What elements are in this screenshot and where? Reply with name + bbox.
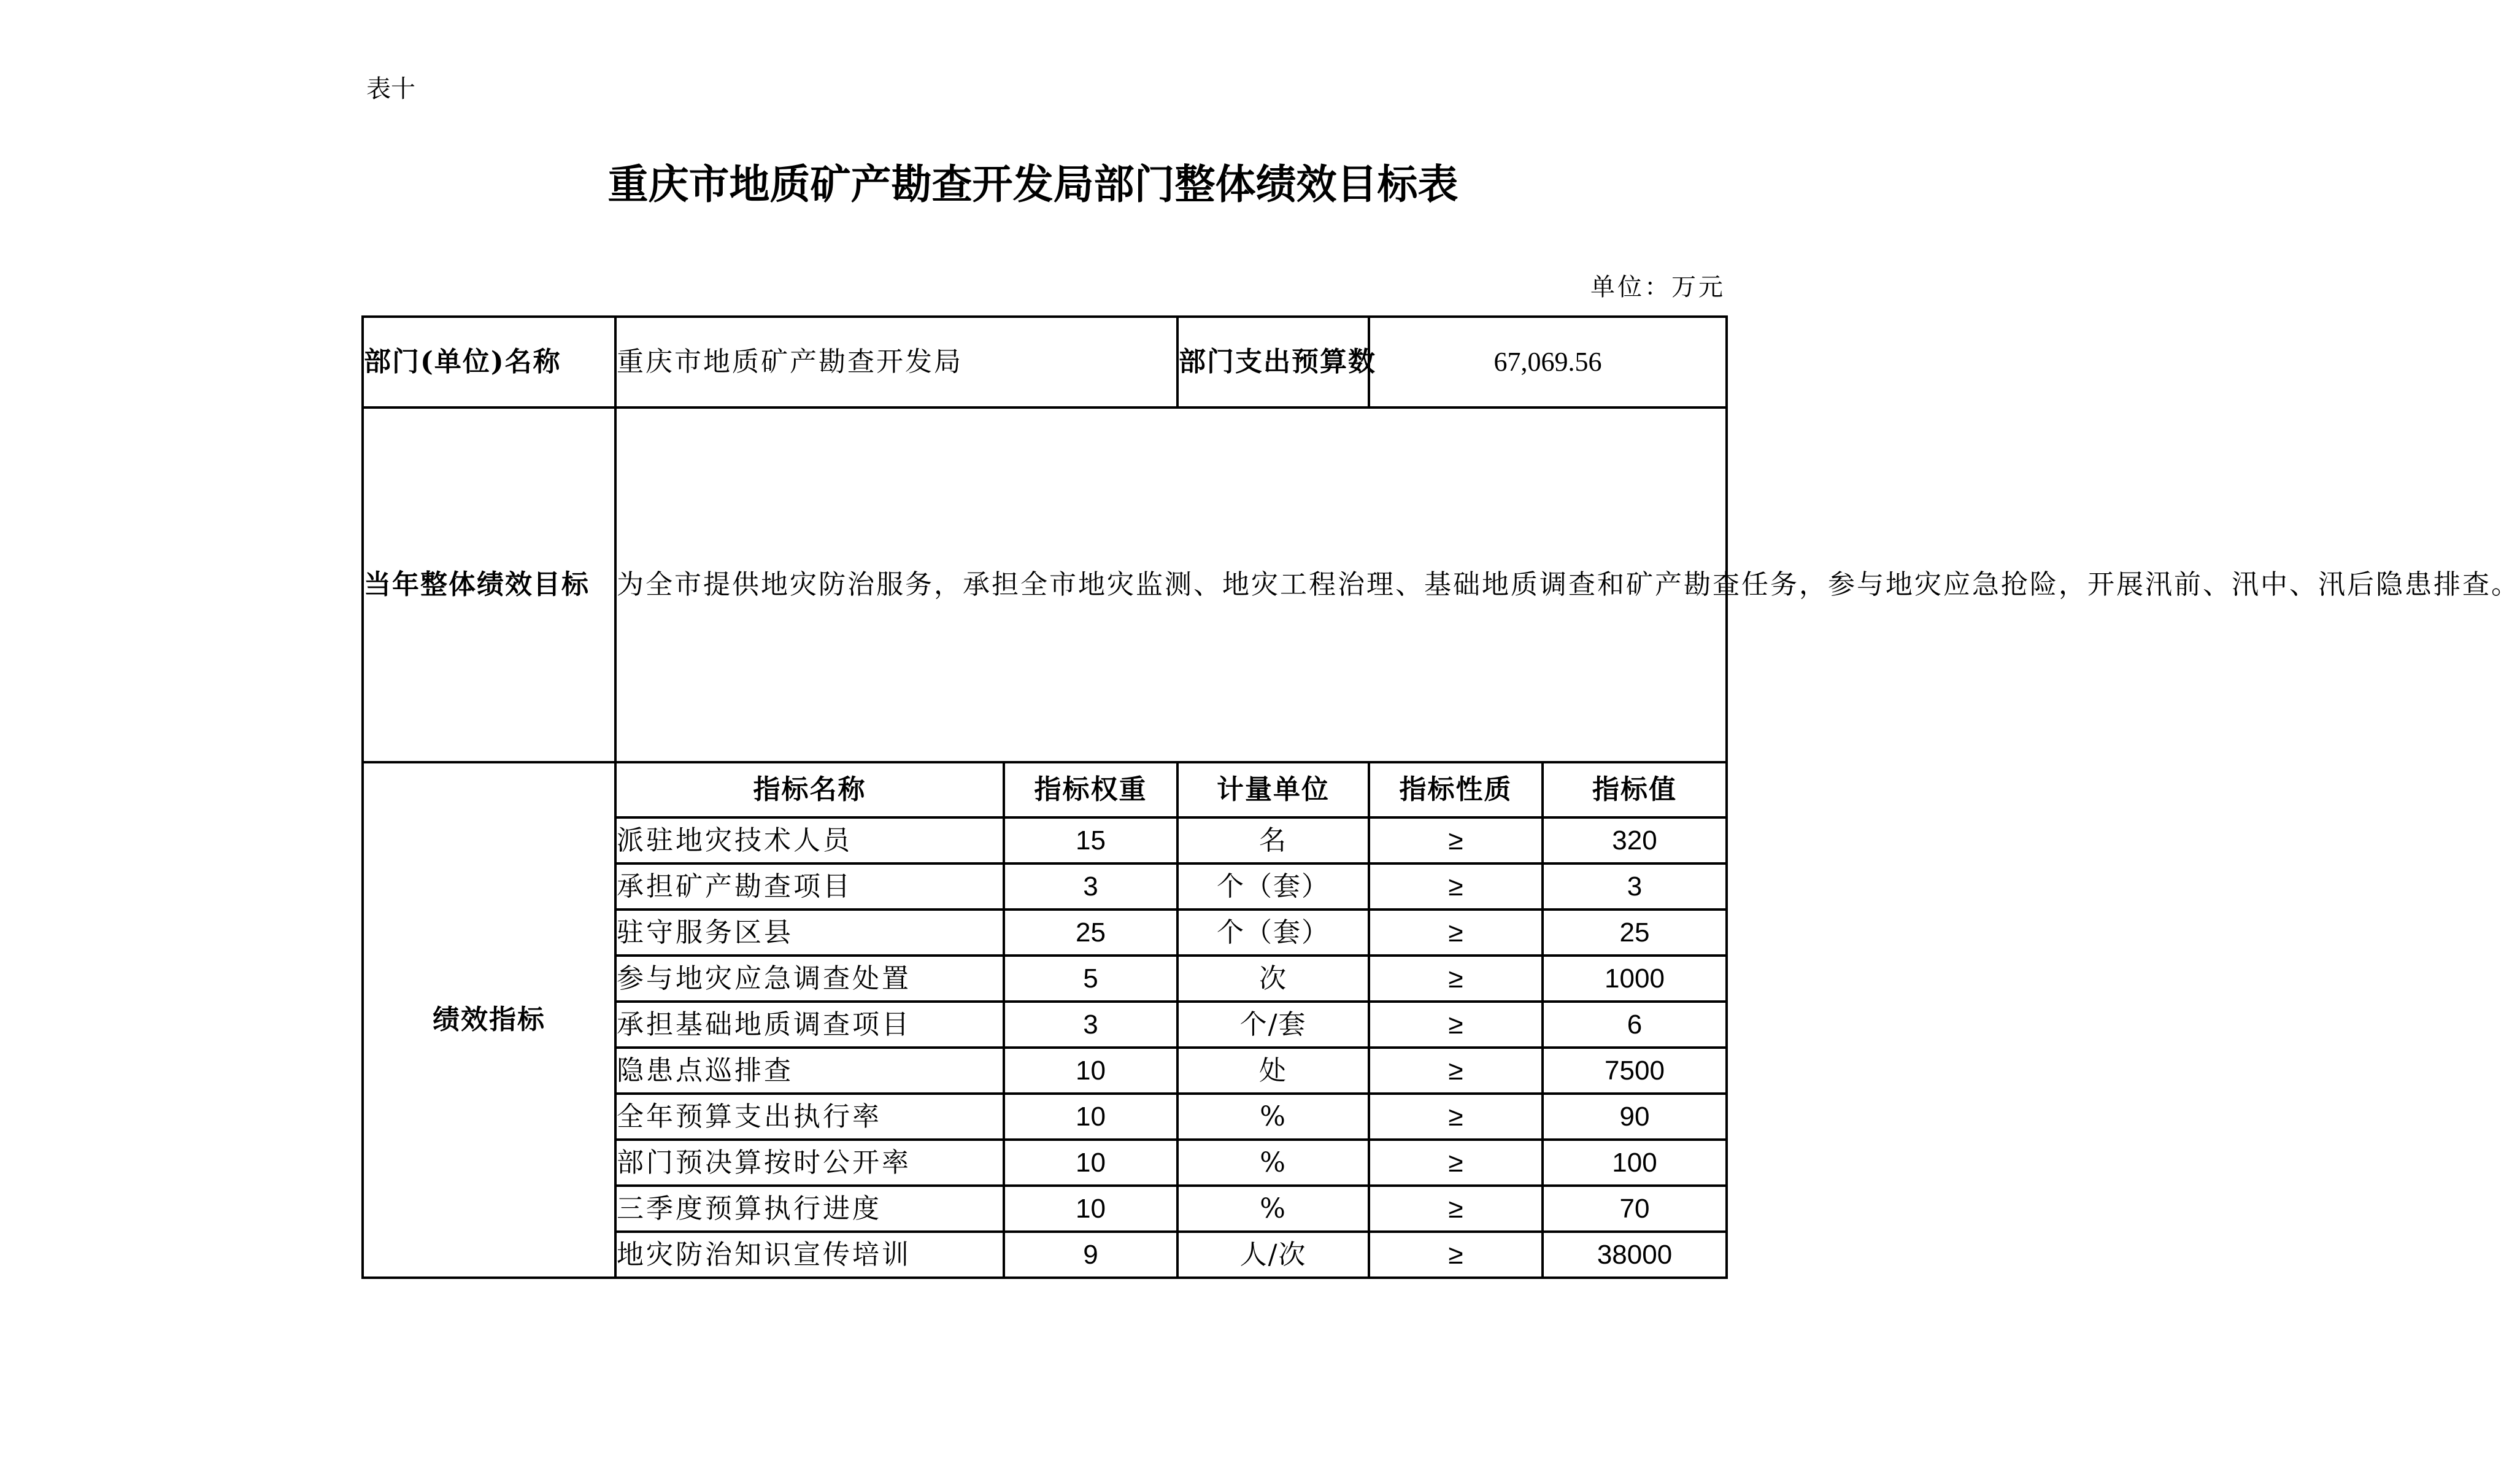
indicator-name: 地灾防治知识宣传培训: [615, 1232, 1004, 1278]
indicator-weight: 10: [1004, 1186, 1177, 1232]
indicator-weight: 10: [1004, 1094, 1177, 1140]
annual-goal-row: [363, 407, 1727, 762]
indicator-nature: ≥: [1369, 1140, 1543, 1186]
indicator-value: 7500: [1543, 1048, 1727, 1094]
dept-name-label: 部门(单位)名称: [363, 317, 615, 407]
header-measure-unit: 计量单位: [1177, 762, 1369, 817]
indicator-name: 参与地灾应急调查处置: [615, 956, 1004, 1002]
header-indicator-value: 指标值: [1543, 762, 1727, 817]
indicator-nature: ≥: [1369, 1186, 1543, 1232]
page-title: 重庆市地质矿产勘查开发局部门整体绩效目标表: [607, 160, 1458, 208]
indicator-value: 90: [1543, 1094, 1727, 1140]
unit-label: 单位：万元: [1590, 273, 1725, 301]
indicator-unit: %: [1177, 1140, 1369, 1186]
table-number-label: 表十: [366, 75, 415, 103]
indicator-weight: 10: [1004, 1048, 1177, 1094]
indicator-name: 承担基础地质调查项目: [615, 1002, 1004, 1048]
indicator-header-row: [363, 762, 1727, 817]
indicator-value: 320: [1543, 817, 1727, 863]
indicator-nature: ≥: [1369, 863, 1543, 910]
indicator-nature: ≥: [1369, 956, 1543, 1002]
indicator-weight: 3: [1004, 863, 1177, 910]
indicator-weight: 25: [1004, 910, 1177, 956]
indicator-value: 1000: [1543, 956, 1727, 1002]
indicator-nature: ≥: [1369, 1232, 1543, 1278]
header-indicator-nature: 指标性质: [1369, 762, 1543, 817]
indicator-nature: ≥: [1369, 1002, 1543, 1048]
indicator-name: 隐患点巡排查: [615, 1048, 1004, 1094]
dept-name-value: 重庆市地质矿产勘查开发局: [615, 317, 1177, 407]
indicator-unit: %: [1177, 1186, 1369, 1232]
indicator-nature: ≥: [1369, 1094, 1543, 1140]
indicator-value: 70: [1543, 1186, 1727, 1232]
indicator-value: 3: [1543, 863, 1727, 910]
indicator-unit: %: [1177, 1094, 1369, 1140]
indicator-name: 承担矿产勘查项目: [615, 863, 1004, 910]
indicator-value: 38000: [1543, 1232, 1727, 1278]
indicator-weight: 9: [1004, 1232, 1177, 1278]
indicator-unit: 处: [1177, 1048, 1369, 1094]
indicator-unit: 人/次: [1177, 1232, 1369, 1278]
indicator-nature: ≥: [1369, 1048, 1543, 1094]
indicator-weight: 15: [1004, 817, 1177, 863]
indicator-value: 100: [1543, 1140, 1727, 1186]
budget-label: 部门支出预算数: [1177, 317, 1369, 407]
indicator-value: 25: [1543, 910, 1727, 956]
indicator-unit: 次: [1177, 956, 1369, 1002]
header-indicator-weight: 指标权重: [1004, 762, 1177, 817]
indicator-unit: 个（套）: [1177, 910, 1369, 956]
indicator-nature: ≥: [1369, 817, 1543, 863]
annual-goal-text: 为全市提供地灾防治服务，承担全市地灾监测、地灾工程治理、基础地质调查和矿产勘查任务，参与地灾应急抢险，开展汛前、汛中、汛后隐患排查。: [615, 407, 1727, 762]
indicator-name: 派驻地灾技术人员: [615, 817, 1004, 863]
indicator-name: 部门预决算按时公开率: [615, 1140, 1004, 1186]
indicator-name: 三季度预算执行进度: [615, 1186, 1004, 1232]
indicator-name: 驻守服务区县: [615, 910, 1004, 956]
indicator-nature: ≥: [1369, 910, 1543, 956]
performance-target-table: [361, 315, 2520, 1279]
indicator-unit: 个/套: [1177, 1002, 1369, 1048]
indicator-unit: 个（套）: [1177, 863, 1369, 910]
indicator-weight: 5: [1004, 956, 1177, 1002]
indicator-value: 6: [1543, 1002, 1727, 1048]
annual-goal-label: 当年整体绩效目标: [363, 407, 615, 762]
header-indicator-name: 指标名称: [615, 762, 1004, 817]
indicator-name: 全年预算支出执行率: [615, 1094, 1004, 1140]
indicator-unit: 名: [1177, 817, 1369, 863]
indicator-weight: 3: [1004, 1002, 1177, 1048]
indicators-label: 绩效指标: [363, 762, 615, 1278]
indicator-weight: 10: [1004, 1140, 1177, 1186]
budget-value: 67,069.56: [1369, 317, 1727, 407]
dept-row: [363, 317, 1727, 407]
